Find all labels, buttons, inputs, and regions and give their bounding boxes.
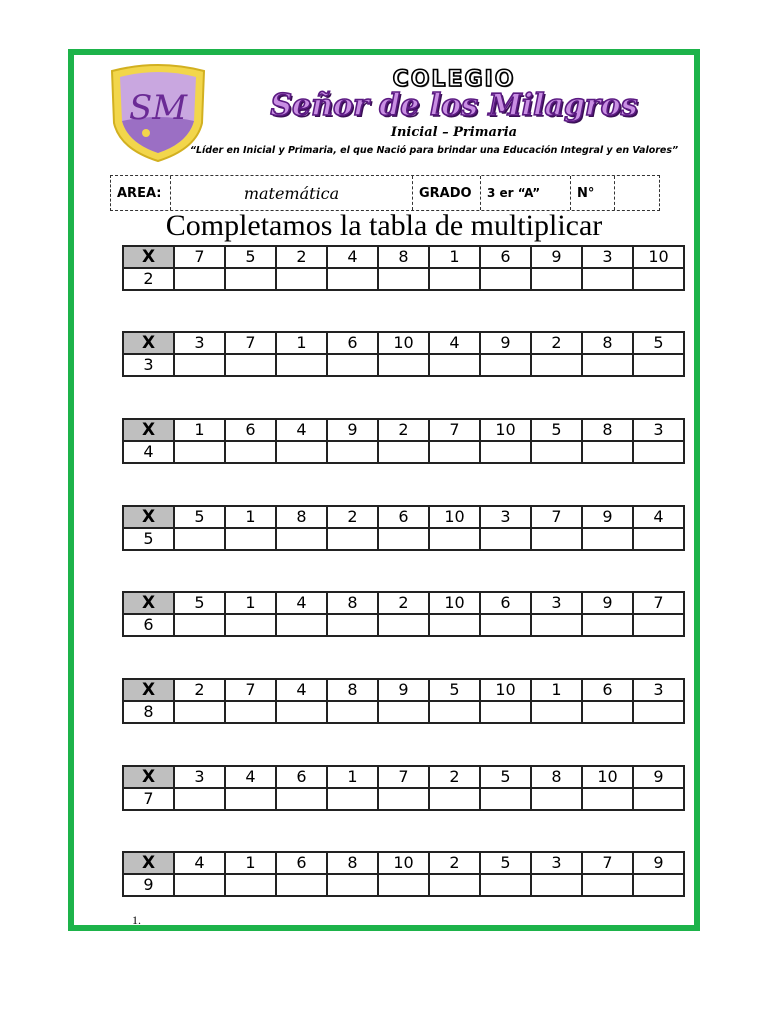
answer-cell[interactable] bbox=[531, 614, 582, 636]
multiplier-cell: 4 bbox=[123, 441, 174, 463]
factor-cell: 10 bbox=[633, 246, 684, 268]
factor-cell: 3 bbox=[480, 506, 531, 528]
operator-cell: X bbox=[123, 592, 174, 614]
number-label: N° bbox=[571, 176, 615, 210]
answer-cell[interactable] bbox=[582, 354, 633, 376]
factor-cell: 6 bbox=[276, 766, 327, 788]
factor-cell: 8 bbox=[327, 679, 378, 701]
answer-cell[interactable] bbox=[327, 268, 378, 290]
factor-cell: 3 bbox=[531, 592, 582, 614]
grade-value: 3 er “A” bbox=[481, 176, 571, 210]
multiplication-table bbox=[122, 505, 685, 551]
multiplier-cell: 8 bbox=[123, 701, 174, 723]
answer-cell[interactable] bbox=[276, 701, 327, 723]
page-footnote: 1. bbox=[132, 913, 141, 927]
factor-cell: 6 bbox=[225, 419, 276, 441]
factor-cell: 1 bbox=[276, 332, 327, 354]
multiplier-cell: 2 bbox=[123, 268, 174, 290]
logo-monogram: SM bbox=[128, 88, 188, 128]
answer-cell[interactable] bbox=[582, 788, 633, 810]
factor-cell: 3 bbox=[582, 246, 633, 268]
answer-cell[interactable] bbox=[276, 441, 327, 463]
multiplication-table bbox=[122, 851, 685, 897]
answer-cell[interactable] bbox=[480, 354, 531, 376]
answer-cell[interactable] bbox=[276, 268, 327, 290]
factor-cell: 1 bbox=[174, 419, 225, 441]
answer-cell[interactable] bbox=[174, 701, 225, 723]
factor-cell: 6 bbox=[327, 332, 378, 354]
area-label: AREA: bbox=[111, 176, 171, 210]
factor-cell: 9 bbox=[582, 506, 633, 528]
factor-cell: 10 bbox=[378, 332, 429, 354]
answer-cell[interactable] bbox=[174, 528, 225, 550]
operator-cell: X bbox=[123, 679, 174, 701]
multiplier-cell: 5 bbox=[123, 528, 174, 550]
factor-cell: 4 bbox=[225, 766, 276, 788]
factor-row bbox=[123, 332, 684, 354]
factor-cell: 9 bbox=[582, 592, 633, 614]
answer-cell[interactable] bbox=[531, 354, 582, 376]
multiplication-table bbox=[122, 765, 685, 811]
factor-cell: 7 bbox=[174, 246, 225, 268]
factor-cell: 1 bbox=[327, 766, 378, 788]
operator-cell: X bbox=[123, 246, 174, 268]
answer-cell[interactable] bbox=[378, 441, 429, 463]
answer-row bbox=[123, 701, 684, 723]
answer-cell[interactable] bbox=[429, 268, 480, 290]
answer-cell[interactable] bbox=[582, 268, 633, 290]
answer-cell[interactable] bbox=[276, 788, 327, 810]
factor-cell: 9 bbox=[531, 246, 582, 268]
colegio-heading: COLEGIO bbox=[392, 67, 516, 92]
factor-cell: 1 bbox=[429, 246, 480, 268]
answer-cell[interactable] bbox=[480, 528, 531, 550]
factor-cell: 4 bbox=[633, 506, 684, 528]
factor-row bbox=[123, 506, 684, 528]
factor-cell: 10 bbox=[378, 852, 429, 874]
multiplier-cell: 3 bbox=[123, 354, 174, 376]
answer-row bbox=[123, 788, 684, 810]
answer-cell[interactable] bbox=[174, 788, 225, 810]
factor-cell: 8 bbox=[378, 246, 429, 268]
answer-cell[interactable] bbox=[480, 701, 531, 723]
factor-cell: 6 bbox=[582, 679, 633, 701]
answer-cell[interactable] bbox=[429, 528, 480, 550]
factor-cell: 4 bbox=[276, 679, 327, 701]
factor-cell: 2 bbox=[174, 679, 225, 701]
school-levels: Inicial – Primaria bbox=[390, 125, 518, 140]
factor-cell: 9 bbox=[633, 766, 684, 788]
answer-cell[interactable] bbox=[633, 268, 684, 290]
answer-cell[interactable] bbox=[582, 874, 633, 896]
operator-cell: X bbox=[123, 852, 174, 874]
factor-cell: 2 bbox=[378, 592, 429, 614]
answer-cell[interactable] bbox=[225, 441, 276, 463]
factor-cell: 6 bbox=[378, 506, 429, 528]
factor-cell: 10 bbox=[480, 679, 531, 701]
answer-cell[interactable] bbox=[327, 874, 378, 896]
answer-cell[interactable] bbox=[633, 788, 684, 810]
factor-row bbox=[123, 852, 684, 874]
answer-cell[interactable] bbox=[531, 701, 582, 723]
answer-cell[interactable] bbox=[174, 441, 225, 463]
operator-cell: X bbox=[123, 332, 174, 354]
answer-cell[interactable] bbox=[633, 354, 684, 376]
answer-cell[interactable] bbox=[378, 528, 429, 550]
answer-cell[interactable] bbox=[276, 614, 327, 636]
answer-cell[interactable] bbox=[174, 354, 225, 376]
factor-cell: 9 bbox=[327, 419, 378, 441]
answer-cell[interactable] bbox=[378, 874, 429, 896]
answer-cell[interactable] bbox=[582, 614, 633, 636]
answer-cell[interactable] bbox=[531, 874, 582, 896]
answer-cell[interactable] bbox=[378, 268, 429, 290]
student-info-bar bbox=[110, 175, 660, 211]
answer-cell[interactable] bbox=[327, 788, 378, 810]
factor-cell: 1 bbox=[225, 506, 276, 528]
answer-cell[interactable] bbox=[633, 614, 684, 636]
page-frame bbox=[68, 49, 700, 931]
factor-cell: 6 bbox=[480, 592, 531, 614]
answer-cell[interactable] bbox=[531, 788, 582, 810]
number-value bbox=[615, 176, 657, 210]
factor-cell: 8 bbox=[582, 332, 633, 354]
multiplication-table bbox=[122, 331, 685, 377]
factor-cell: 2 bbox=[276, 246, 327, 268]
answer-cell[interactable] bbox=[531, 441, 582, 463]
factor-cell: 5 bbox=[174, 592, 225, 614]
multiplier-cell: 9 bbox=[123, 874, 174, 896]
answer-cell[interactable] bbox=[480, 441, 531, 463]
answer-cell[interactable] bbox=[225, 354, 276, 376]
answer-cell[interactable] bbox=[582, 701, 633, 723]
factor-row bbox=[123, 246, 684, 268]
answer-cell[interactable] bbox=[480, 874, 531, 896]
operator-cell: X bbox=[123, 506, 174, 528]
factor-cell: 8 bbox=[531, 766, 582, 788]
answer-row bbox=[123, 354, 684, 376]
answer-cell[interactable] bbox=[582, 441, 633, 463]
factor-cell: 3 bbox=[174, 332, 225, 354]
factor-cell: 3 bbox=[531, 852, 582, 874]
factor-cell: 5 bbox=[633, 332, 684, 354]
factor-cell: 7 bbox=[531, 506, 582, 528]
factor-cell: 7 bbox=[378, 766, 429, 788]
multiplication-table bbox=[122, 678, 685, 724]
answer-cell[interactable] bbox=[531, 268, 582, 290]
answer-row bbox=[123, 268, 684, 290]
answer-cell[interactable] bbox=[633, 441, 684, 463]
multiplier-cell: 7 bbox=[123, 788, 174, 810]
answer-cell[interactable] bbox=[633, 874, 684, 896]
multiplication-table bbox=[122, 591, 685, 637]
factor-cell: 3 bbox=[633, 679, 684, 701]
factor-row bbox=[123, 419, 684, 441]
answer-cell[interactable] bbox=[174, 268, 225, 290]
answer-cell[interactable] bbox=[633, 701, 684, 723]
factor-cell: 2 bbox=[429, 766, 480, 788]
answer-cell[interactable] bbox=[225, 874, 276, 896]
factor-cell: 1 bbox=[225, 592, 276, 614]
answer-cell[interactable] bbox=[429, 354, 480, 376]
factor-cell: 7 bbox=[582, 852, 633, 874]
multiplication-table bbox=[122, 418, 685, 464]
factor-cell: 7 bbox=[633, 592, 684, 614]
answer-cell[interactable] bbox=[327, 441, 378, 463]
operator-cell: X bbox=[123, 766, 174, 788]
operator-cell: X bbox=[123, 419, 174, 441]
factor-cell: 8 bbox=[276, 506, 327, 528]
answer-row bbox=[123, 528, 684, 550]
factor-cell: 7 bbox=[225, 679, 276, 701]
answer-cell[interactable] bbox=[276, 874, 327, 896]
answer-row bbox=[123, 874, 684, 896]
factor-cell: 1 bbox=[531, 679, 582, 701]
answer-cell[interactable] bbox=[225, 528, 276, 550]
answer-cell[interactable] bbox=[174, 874, 225, 896]
answer-cell[interactable] bbox=[174, 614, 225, 636]
area-value: matemática bbox=[171, 176, 413, 210]
factor-cell: 5 bbox=[174, 506, 225, 528]
answer-cell[interactable] bbox=[429, 614, 480, 636]
answer-cell[interactable] bbox=[225, 614, 276, 636]
factor-cell: 5 bbox=[480, 766, 531, 788]
grade-label: GRADO bbox=[413, 176, 481, 210]
answer-cell[interactable] bbox=[378, 614, 429, 636]
answer-cell[interactable] bbox=[327, 354, 378, 376]
factor-cell: 5 bbox=[480, 852, 531, 874]
factor-cell: 10 bbox=[429, 506, 480, 528]
worksheet-title: Completamos la tabla de multiplicar bbox=[165, 209, 603, 242]
factor-cell: 7 bbox=[429, 419, 480, 441]
answer-cell[interactable] bbox=[378, 354, 429, 376]
factor-cell: 10 bbox=[582, 766, 633, 788]
factor-cell: 6 bbox=[276, 852, 327, 874]
factor-cell: 3 bbox=[633, 419, 684, 441]
answer-cell[interactable] bbox=[225, 268, 276, 290]
factor-cell: 9 bbox=[480, 332, 531, 354]
answer-cell[interactable] bbox=[429, 441, 480, 463]
answer-cell[interactable] bbox=[429, 701, 480, 723]
answer-cell[interactable] bbox=[378, 701, 429, 723]
answer-cell[interactable] bbox=[429, 788, 480, 810]
answer-cell[interactable] bbox=[225, 701, 276, 723]
answer-cell[interactable] bbox=[531, 528, 582, 550]
answer-row bbox=[123, 441, 684, 463]
answer-cell[interactable] bbox=[327, 701, 378, 723]
answer-cell[interactable] bbox=[327, 528, 378, 550]
answer-row bbox=[123, 614, 684, 636]
factor-cell: 4 bbox=[429, 332, 480, 354]
school-name: Señor de los Milagros bbox=[270, 88, 638, 123]
answer-cell[interactable] bbox=[429, 874, 480, 896]
multiplier-cell: 6 bbox=[123, 614, 174, 636]
factor-cell: 2 bbox=[429, 852, 480, 874]
answer-cell[interactable] bbox=[327, 614, 378, 636]
factor-cell: 5 bbox=[225, 246, 276, 268]
answer-cell[interactable] bbox=[633, 528, 684, 550]
factor-cell: 8 bbox=[327, 592, 378, 614]
answer-cell[interactable] bbox=[582, 528, 633, 550]
factor-cell: 5 bbox=[531, 419, 582, 441]
factor-cell: 2 bbox=[327, 506, 378, 528]
factor-cell: 2 bbox=[531, 332, 582, 354]
factor-cell: 7 bbox=[225, 332, 276, 354]
factor-cell: 9 bbox=[378, 679, 429, 701]
factor-cell: 8 bbox=[582, 419, 633, 441]
factor-cell: 1 bbox=[225, 852, 276, 874]
factor-cell: 5 bbox=[429, 679, 480, 701]
factor-cell: 8 bbox=[327, 852, 378, 874]
answer-cell[interactable] bbox=[480, 788, 531, 810]
school-motto: “Líder en Inicial y Primaria, el que Nació para brindar una Educación Integral y en Valores” bbox=[189, 145, 679, 156]
answer-cell[interactable] bbox=[480, 614, 531, 636]
factor-cell: 4 bbox=[276, 592, 327, 614]
factor-row bbox=[123, 766, 684, 788]
factor-row bbox=[123, 592, 684, 614]
factor-cell: 6 bbox=[480, 246, 531, 268]
answer-cell[interactable] bbox=[480, 268, 531, 290]
factor-cell: 9 bbox=[633, 852, 684, 874]
answer-cell[interactable] bbox=[276, 354, 327, 376]
factor-cell: 10 bbox=[429, 592, 480, 614]
factor-cell: 2 bbox=[378, 419, 429, 441]
factor-row bbox=[123, 679, 684, 701]
answer-cell[interactable] bbox=[225, 788, 276, 810]
factor-cell: 4 bbox=[276, 419, 327, 441]
answer-cell[interactable] bbox=[378, 788, 429, 810]
factor-cell: 4 bbox=[174, 852, 225, 874]
factor-cell: 4 bbox=[327, 246, 378, 268]
answer-cell[interactable] bbox=[276, 528, 327, 550]
factor-cell: 10 bbox=[480, 419, 531, 441]
factor-cell: 3 bbox=[174, 766, 225, 788]
multiplication-table bbox=[122, 245, 685, 291]
